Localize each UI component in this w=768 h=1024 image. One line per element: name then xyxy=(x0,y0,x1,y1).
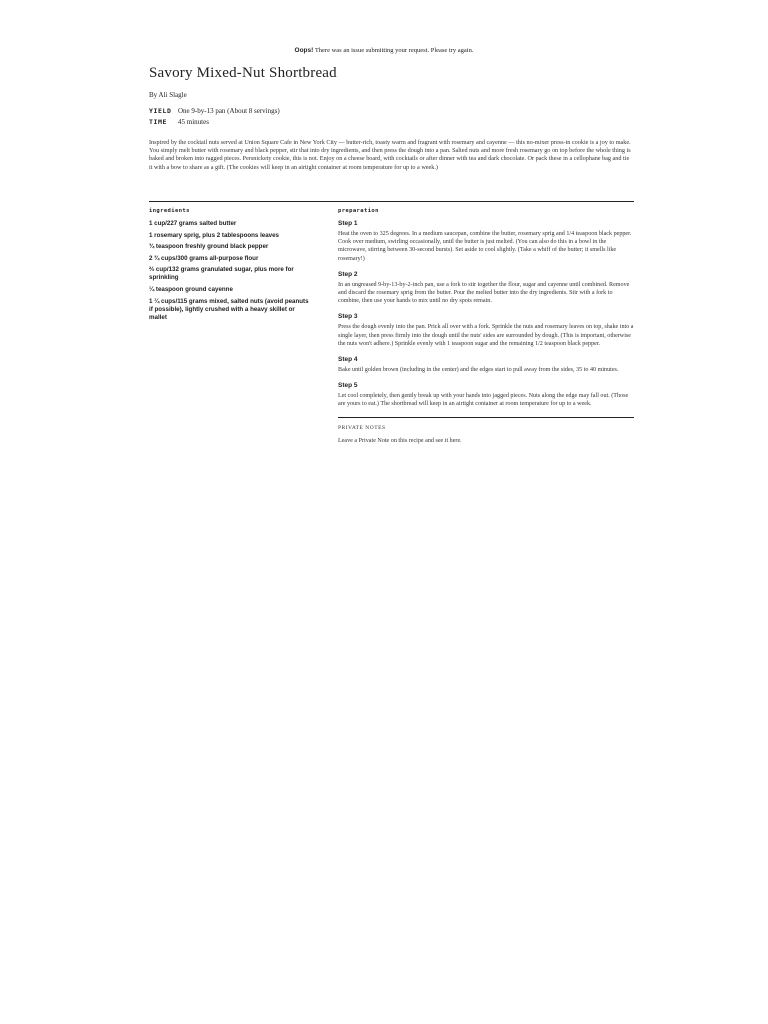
step-title: Step 5 xyxy=(338,382,358,390)
recipe-byline[interactable]: By Ali Slagle xyxy=(149,91,187,99)
private-notes-heading: PRIVATE NOTES xyxy=(338,424,386,431)
recipe-intro: Inspired by the cocktail nuts served at Union Square Cafe in New York City — butter-rich, toasty warm and fragrant with rosemary and cayenne — this no-mixer press-in cookie is a joy to make. You simply melt butter with rosemary and black pepper, stir that into dry ingredients, and then press the dough into a pan. Salted nuts and more fresh rosemary go on top before the whole thing is baked and broken into ragged pieces. Persnickety cookie, this is not. Enjoy on a cheese board, with cocktails or after dinner with tea and dark chocolate. Or pack these in a cellophane bag and tie it with a bow to share as a gift. (The cookies will keep in an airtight container at room temperature for up to a week.) xyxy=(149,139,631,171)
preparation-heading: preparation xyxy=(338,208,379,214)
section-divider xyxy=(149,201,634,202)
ingredient-item: ¼ teaspoon ground cayenne xyxy=(149,285,233,293)
step-body: Heat the oven to 325 degrees. In a medium saucepan, combine the butter, rosemary sprig and 1/4 teaspoon black pepper. Cook over medium, swirling occasionally, until the butter is just melted. (You can also do this in a bowl in the microwave, stirring between 30-second bursts). Set aside to cool slightly. (Take a whiff of the butter; it smells like rosemary!) xyxy=(338,231,632,262)
yield-value: One 9-by-13 pan (About 8 servings) xyxy=(178,107,280,115)
step-body: Press the dough evenly into the pan. Prick all over with a fork. Sprinkle the nuts and rosemary leaves on top, shake into a single layer, then press firmly into the dough until the nuts' sides are surrounded by dough. (This is important, otherwise the nuts won't adhere.) Sprinkle evenly with 1 teaspoon sugar and the remaining 1/2 teaspoon black pepper. xyxy=(338,324,634,347)
ingredient-item: 1 cup/227 grams salted butter xyxy=(149,220,237,227)
alert-oops: Oops! xyxy=(294,47,314,54)
step-body: Let cool completely, then gently break up with your hands into jagged pieces. Nuts along the edge may fall out. (Those are yours to eat.) The shortbread will keep in an airtight container at room temperature for up to a week. xyxy=(338,393,629,408)
meta-row-time xyxy=(149,117,634,128)
step-title: Step 2 xyxy=(338,270,358,278)
preparation-section xyxy=(338,208,634,444)
preparation-step xyxy=(338,271,634,306)
preparation-step xyxy=(338,220,634,263)
ingredients-heading: ingredients xyxy=(149,208,190,214)
ingredient-item: 2 ¾ cups/300 grams all-purpose flour xyxy=(149,254,259,262)
ingredient-item: ¾ teaspoon freshly ground black pepper xyxy=(149,243,269,251)
ingredient-item: ⅔ cup/132 grams granulated sugar, plus more for sprinkling xyxy=(149,266,294,282)
preparation-step xyxy=(338,382,634,408)
step-title: Step 4 xyxy=(338,356,358,364)
preparation-step xyxy=(338,313,634,348)
ingredient-item: 1 ¼ cups/115 grams mixed, salted nuts (avoid peanuts if possible), lightly crushed with a heavy skillet or mallet xyxy=(149,297,309,321)
yield-label: YIELD xyxy=(149,107,172,115)
notes-divider xyxy=(338,417,634,418)
recipe-title: Savory Mixed-Nut Shortbread xyxy=(149,65,337,81)
private-notes-body: Leave a Private Note on this recipe and see it here. xyxy=(338,437,462,444)
meta-row-yield xyxy=(149,106,634,117)
ingredient-item: 1 rosemary sprig, plus 2 tablespoons leaves xyxy=(149,231,279,239)
time-label: TIME xyxy=(149,118,168,126)
step-title: Step 1 xyxy=(338,220,358,227)
step-body: In an ungreased 9-by-13-by-2-inch pan, use a fork to stir together the flour, sugar and cayenne until combined. Remove and discard the rosemary sprig from the butter. Pour the melted butter into the dry ingredients. Stir with a fork to combine, then use your hands to mix until no dry spots remain. xyxy=(338,281,630,305)
preparation-step xyxy=(338,356,634,374)
recipe xyxy=(149,62,634,444)
ingredients-list xyxy=(149,220,309,322)
ingredients-section xyxy=(149,208,309,325)
step-title: Step 3 xyxy=(338,313,358,321)
alert-message: There was an issue submitting your request. Please try again. xyxy=(314,47,474,54)
error-alert xyxy=(0,47,768,54)
time-value: 45 minutes xyxy=(178,118,209,126)
recipe-meta xyxy=(149,106,634,128)
step-body: Bake until golden brown (including in the center) and the edges start to pull away from the sides, 35 to 40 minutes. xyxy=(338,367,619,374)
